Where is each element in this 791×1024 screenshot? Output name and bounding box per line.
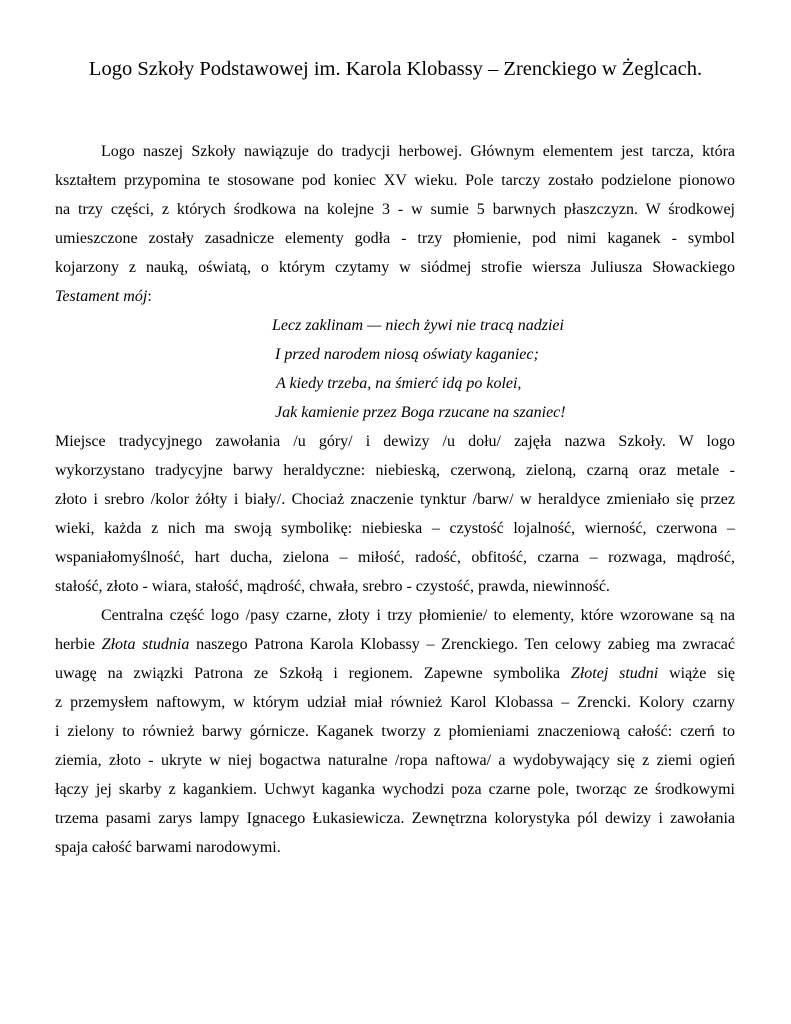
verse-line-2: I przed narodem niosą oświaty kaganiec; [275,346,539,363]
paragraph-3-line-1: Centralna część logo /pasy czarne, złoty i trzy płomienie/ to elementy, które wzorowane są na [101,607,735,624]
verse-line-4: Jak kamienie przez Boga rzucane na szaniec! [275,404,566,421]
paragraph-2-line-2: wykorzystano tradycyjne barwy heraldyczne: niebieską, czerwoną, zieloną, czarną oraz metale - [55,462,735,479]
paragraph-3-line-4: z przemysłem naftowym, w którym udział miał również Karol Klobassa – Zrencki. Kolory czarny [55,694,735,711]
paragraph-3-line-5: i zielony to również barwy górnicze. Kaganek tworzy z płomieniami znaczeniową całość: czerń to [55,723,735,740]
paragraph-1-line-4: umieszczone zostały zasadnicze elementy godła - trzy płomienie, pod nimi kaganek - symbol [55,230,735,247]
paragraph-1-line-2: kształtem przypomina te stosowane pod koniec XV wieku. Pole tarczy zostało podzielone pionowo [55,172,735,189]
paragraph-3-line-9: spaja całość barwami narodowymi. [55,839,281,856]
paragraph-2-line-5: wspaniałomyślność, hart ducha, zielona – miłość, radość, obfitość, czarna – rozwaga, mądrość, [55,549,735,566]
paragraph-3-line-3 [55,663,735,685]
paragraph-1-line-3: na trzy części, z których środkowa na kolejne 3 - w sumie 5 barwnych płaszczyzn. W środkowej [55,201,735,218]
document-title: Logo Szkoły Podstawowej im. Karola Klobassy – Zrenckiego w Żeglcach. [88,58,703,80]
text-segment: herbie [55,636,102,653]
verse-line-3: A kiedy trzeba, na śmierć idą po kolei, [276,375,522,392]
paragraph-2-line-3: złoto i srebro /kolor żółty i biały/. Chociaż znaczenie tynktur /barw/ w heraldyce zmieniało się przez [55,491,735,508]
text-segment: wiąże się [658,665,736,682]
paragraph-2-line-1: Miejsce tradycyjnego zawołania /u góry/ i dewizy /u dołu/ zajęła nazwa Szkoły. W logo [55,433,735,450]
text-segment: uwagę na związki Patrona ze Szkołą i regionem. Zapewne symbolika [55,665,571,682]
text-segment: naszego Patrona Karola Klobassy – Zrenckiego. Ten celowy zabieg ma zwracać [189,636,736,653]
paragraph-1-line-5: kojarzony z nauką, oświatą, o którym czytamy w siódmej strofie wiersza Juliusza Słowackiego [55,259,735,276]
paragraph-3-line-2 [55,634,735,656]
paragraph-1-line-6 [55,286,735,308]
paragraph-2-line-6: stałość, złoto - wiara, stałość, mądrość, chwała, srebro - czystość, prawda, niewinność. [55,578,610,595]
italic-segment: Złota studnia [101,636,190,653]
paragraph-2-line-4: wieki, każda z nich ma swoją symbolikę: niebieska – czystość lojalność, wierność, czerwona – [55,520,735,537]
paragraph-1-line-1: Logo naszej Szkoły nawiązuje do tradycji herbowej. Głównym elementem jest tarcza, która [101,143,735,160]
verse-line-1: Lecz zaklinam — niech żywi nie tracą nadziei [272,317,564,334]
paragraph-3-line-6: ziemia, złoto - ukryte w niej bogactwa naturalne /ropa naftowa/ a wydobywający się z ziemi ogień [55,752,735,769]
paragraph-3-line-7: łączy jej skarby z kagankiem. Uchwyt kaganka wychodzi poza czarne pole, tworząc ze środkowymi [55,781,735,798]
colon: : [147,288,152,305]
italic-segment: Złotej studni [570,665,659,682]
poem-title: Testament mój [55,288,148,305]
paragraph-3-line-8: trzema pasami zarys lampy Ignacego Łukasiewicza. Zewnętrzna kolorystyka pól dewizy i zawołania [55,810,735,827]
